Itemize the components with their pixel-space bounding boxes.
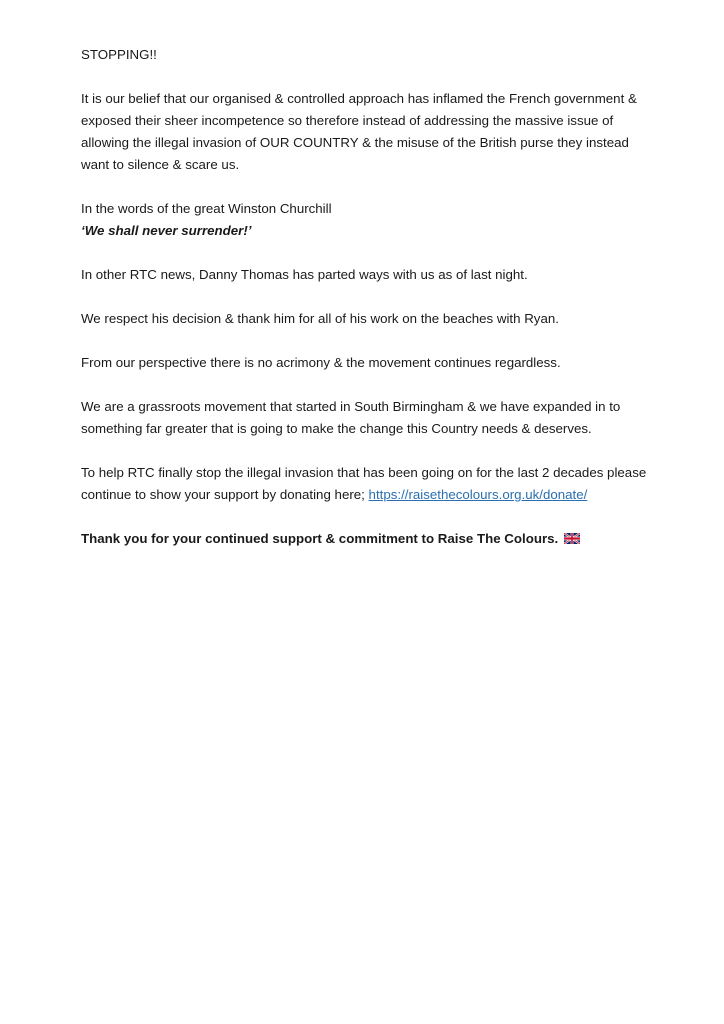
paragraph-news: In other RTC news, Danny Thomas has parted ways with us as of last night. <box>81 267 528 282</box>
closing-line <box>81 528 656 550</box>
paragraph-donate <box>81 462 656 506</box>
churchill-intro: In the words of the great Winston Churchill <box>81 201 332 216</box>
paragraph-perspective: From our perspective there is no acrimony & the movement continues regardless. <box>81 355 561 370</box>
uk-flag-icon <box>564 533 580 544</box>
donate-text: To help RTC finally stop the illegal invasion that has been going on for the last 2 decades please continue to show your support by donating here; <box>81 465 647 502</box>
closing-text: Thank you for your continued support & commitment to Raise The Colours. <box>81 531 562 546</box>
heading-line: STOPPING!! <box>81 47 157 62</box>
document-body <box>81 44 656 572</box>
paragraph-respect: We respect his decision & thank him for all of his work on the beaches with Ryan. <box>81 311 559 326</box>
paragraph-grassroots: We are a grassroots movement that started in South Birmingham & we have expanded in to something far greater that is going to make the change this Country needs & deserves. <box>81 399 621 436</box>
paragraph-belief: It is our belief that our organised & controlled approach has inflamed the French government & exposed their sheer incompetence so therefore instead of addressing the massive issue of allowing the illegal invasion of OUR COUNTRY & the misuse of the British purse they instead want to silence & scare us. <box>81 91 637 172</box>
donate-link[interactable]: https://raisethecolours.org.uk/donate/ <box>368 487 588 502</box>
churchill-block <box>81 198 656 242</box>
churchill-quote: ‘We shall never surrender!’ <box>81 223 252 238</box>
